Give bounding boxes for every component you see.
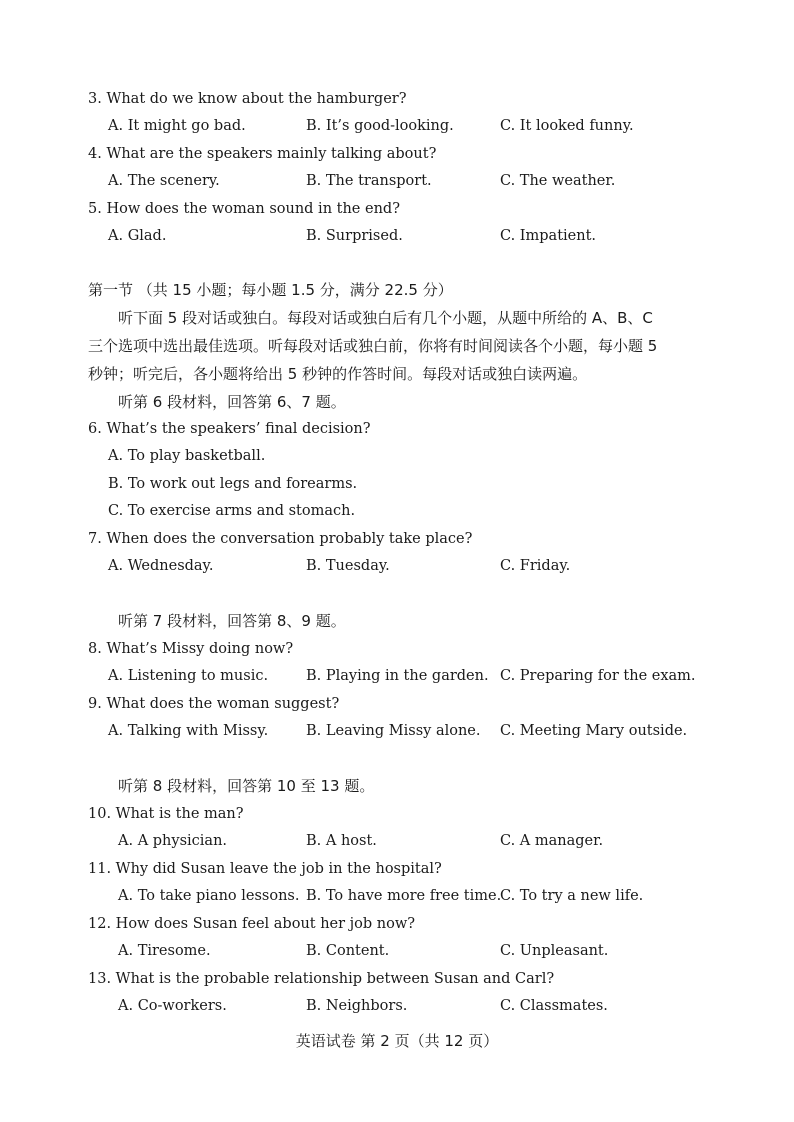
question-7-option-b: B. Tuesday. — [306, 558, 390, 574]
instructions-line-1: 听下面 5 段对话或独白。每段对话或独白后有几个小题，从题中所给的 A、B、C — [118, 309, 653, 327]
instructions-line-2: 三个选项中选出最佳选项。听每段对话或独白前，你将有时间阅读各个小题，每小题 5 — [88, 337, 658, 355]
question-4-option-c: C. The weather. — [500, 173, 616, 189]
question-8-option-b: B. Playing in the garden. — [306, 668, 489, 684]
question-11-option-b: B. To have more free time. — [306, 888, 502, 904]
question-10-option-b: B. A host. — [306, 833, 377, 849]
question-6-option-c: C. To exercise arms and stomach. — [108, 503, 356, 519]
question-8-option-a: A. Listening to music. — [108, 668, 269, 684]
question-10-option-c: C. A manager. — [500, 833, 604, 849]
question-12-option-c: C. Unpleasant. — [500, 943, 609, 959]
question-7-option-c: C. Friday. — [500, 558, 571, 574]
question-5-option-a: A. Glad. — [108, 228, 167, 244]
question-7-stem: 7. When does the conversation probably take place? — [88, 531, 473, 547]
question-8-stem: 8. What’s Missy doing now? — [88, 641, 294, 657]
question-9-option-c: C. Meeting Mary outside. — [500, 723, 688, 739]
question-13-stem: 13. What is the probable relationship between Susan and Carl? — [88, 971, 555, 987]
page-footer: 英语试卷 第 2 页（共 12 页） — [295, 1032, 499, 1050]
question-12-stem: 12. How does Susan feel about her job now? — [88, 916, 416, 932]
question-9-stem: 9. What does the woman suggest? — [88, 696, 340, 712]
question-7-option-a: A. Wednesday. — [108, 558, 214, 574]
question-4-stem: 4. What are the speakers mainly talking about? — [88, 146, 437, 162]
section-heading: 第一节 （共 15 小题；每小题 1.5 分，满分 22.5 分） — [88, 281, 453, 299]
question-6-stem: 6. What’s the speakers’ final decision? — [88, 421, 371, 437]
material-6-intro: 听第 6 段材料，回答第 6、7 题。 — [118, 393, 346, 411]
question-3-option-a: A. It might go bad. — [108, 118, 246, 134]
question-3-option-b: B. It’s good-looking. — [306, 118, 454, 134]
question-11-option-c: C. To try a new life. — [500, 888, 644, 904]
question-9-option-b: B. Leaving Missy alone. — [306, 723, 481, 739]
question-4-option-b: B. The transport. — [306, 173, 432, 189]
question-3-option-c: C. It looked funny. — [500, 118, 634, 134]
question-5-option-b: B. Surprised. — [306, 228, 403, 244]
question-11-stem: 11. Why did Susan leave the job in the hospital? — [88, 861, 442, 877]
question-3-stem: 3. What do we know about the hamburger? — [88, 91, 407, 107]
question-13-option-c: C. Classmates. — [500, 998, 608, 1014]
question-6-option-a: A. To play basketball. — [108, 448, 266, 464]
question-12-option-a: A. Tiresome. — [118, 943, 211, 959]
question-4-option-a: A. The scenery. — [108, 173, 220, 189]
material-8-intro: 听第 8 段材料，回答第 10 至 13 题。 — [118, 777, 375, 795]
question-10-stem: 10. What is the man? — [88, 806, 244, 822]
question-11-option-a: A. To take piano lessons. — [118, 888, 300, 904]
question-12-option-b: B. Content. — [306, 943, 390, 959]
question-6-option-b: B. To work out legs and forearms. — [108, 476, 358, 492]
question-9-option-a: A. Talking with Missy. — [108, 723, 269, 739]
material-7-intro: 听第 7 段材料，回答第 8、9 题。 — [118, 612, 346, 630]
question-5-option-c: C. Impatient. — [500, 228, 597, 244]
question-13-option-b: B. Neighbors. — [306, 998, 408, 1014]
question-5-stem: 5. How does the woman sound in the end? — [88, 201, 400, 217]
question-8-option-c: C. Preparing for the exam. — [500, 668, 696, 684]
question-10-option-a: A. A physician. — [118, 833, 228, 849]
instructions-line-3: 秒钟；听完后，各小题将给出 5 秒钟的作答时间。每段对话或独白读两遍。 — [88, 365, 588, 383]
question-13-option-a: A. Co-workers. — [118, 998, 227, 1014]
